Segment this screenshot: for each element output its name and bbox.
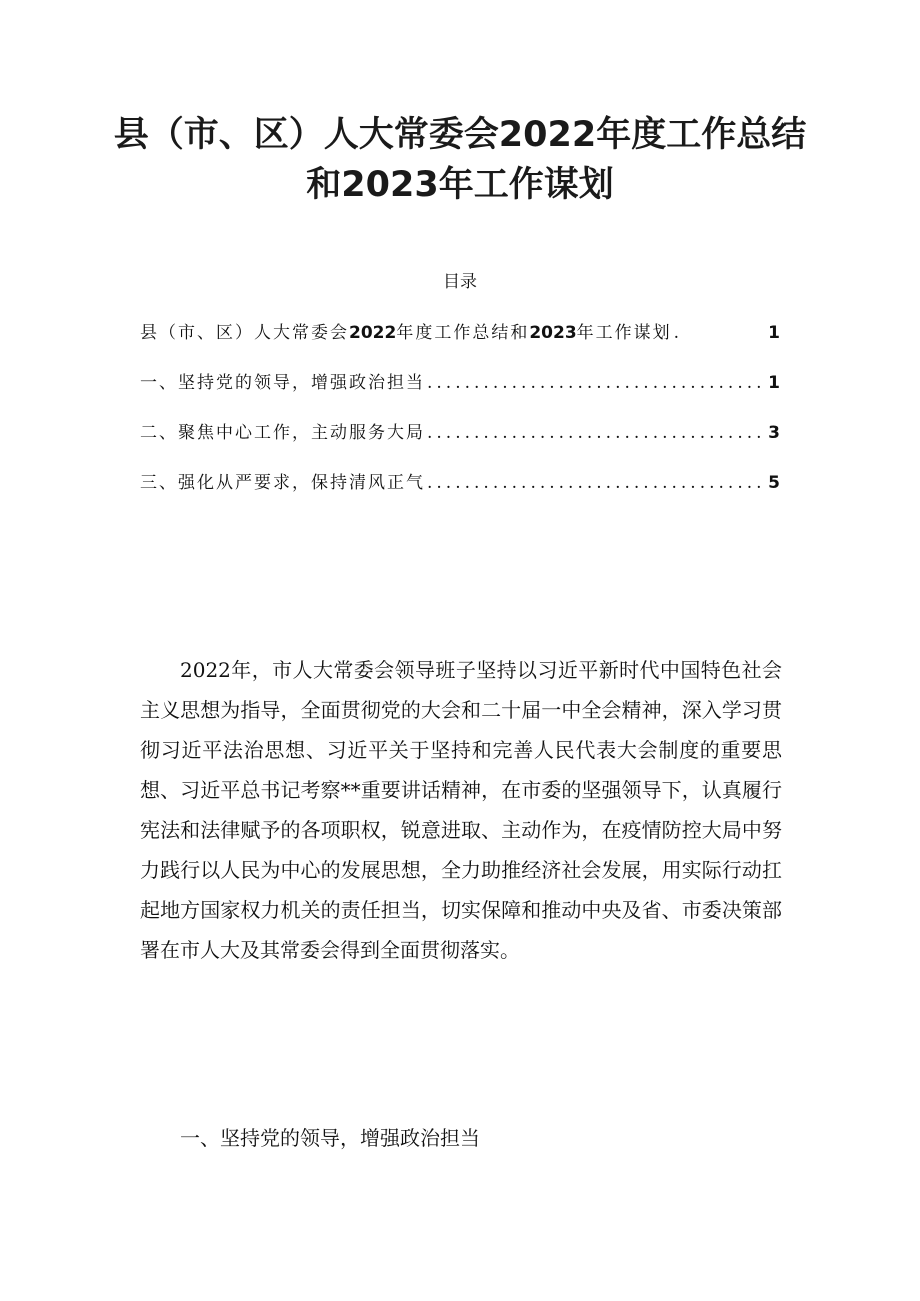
section-heading-1: 一、坚持党的领导，增强政治担当 xyxy=(180,1126,480,1150)
toc-entry-section-2[interactable] xyxy=(140,418,780,445)
toc-leader-dots xyxy=(427,473,766,493)
toc-entry-label: 一、坚持党的领导，增强政治担当 xyxy=(140,373,425,393)
document-title: 县（市、区）人大常委会2022年度工作总结和2023年工作谋划 xyxy=(113,115,807,205)
toc-entry-main-title[interactable] xyxy=(140,318,780,345)
toc-page-number: 5 xyxy=(768,473,780,493)
toc-page-number: 3 xyxy=(768,423,780,443)
toc-leader-dots xyxy=(427,373,766,393)
toc-entry-label: 二、聚焦中心工作，主动服务大局 xyxy=(140,423,425,443)
toc-entry-label: 县（市、区）人大常委会2022年度工作总结和2023年工作谋划 xyxy=(140,323,672,343)
toc-leader-dots xyxy=(427,423,766,443)
toc-page-number: 1 xyxy=(768,323,780,343)
body-paragraph: 2022年，市人大常委会领导班子坚持以习近平新时代中国特色社会主义思想为指导，全面贯彻党的大会和二十届一中全会精神，深入学习贯彻习近平法治思想、习近平关于坚持和完善人民代表大会制度的重要思想、习近平总书记考察**重要讲话精神，在市委的坚强领导下，认真履行宪法和法律赋予的各项职权，锐意进取、主动作为，在疫情防控大局中努力践行以人民为中心的发展思想，全力助推经济社会发展，用实际行动扛起地方国家权力机关的责任担当，切实保障和推动中央及省、市委决策部署在市人大及其常委会得到全面贯彻落实。 xyxy=(140,658,782,962)
toc-page-number: 1 xyxy=(768,373,780,393)
table-of-contents xyxy=(140,318,780,518)
toc-entry-label: 三、强化从严要求，保持清风正气 xyxy=(140,473,425,493)
toc-entry-section-3[interactable] xyxy=(140,468,780,495)
toc-entry-section-1[interactable] xyxy=(140,368,780,395)
toc-heading: 目录 xyxy=(443,272,477,292)
toc-leader-dots xyxy=(674,323,767,343)
